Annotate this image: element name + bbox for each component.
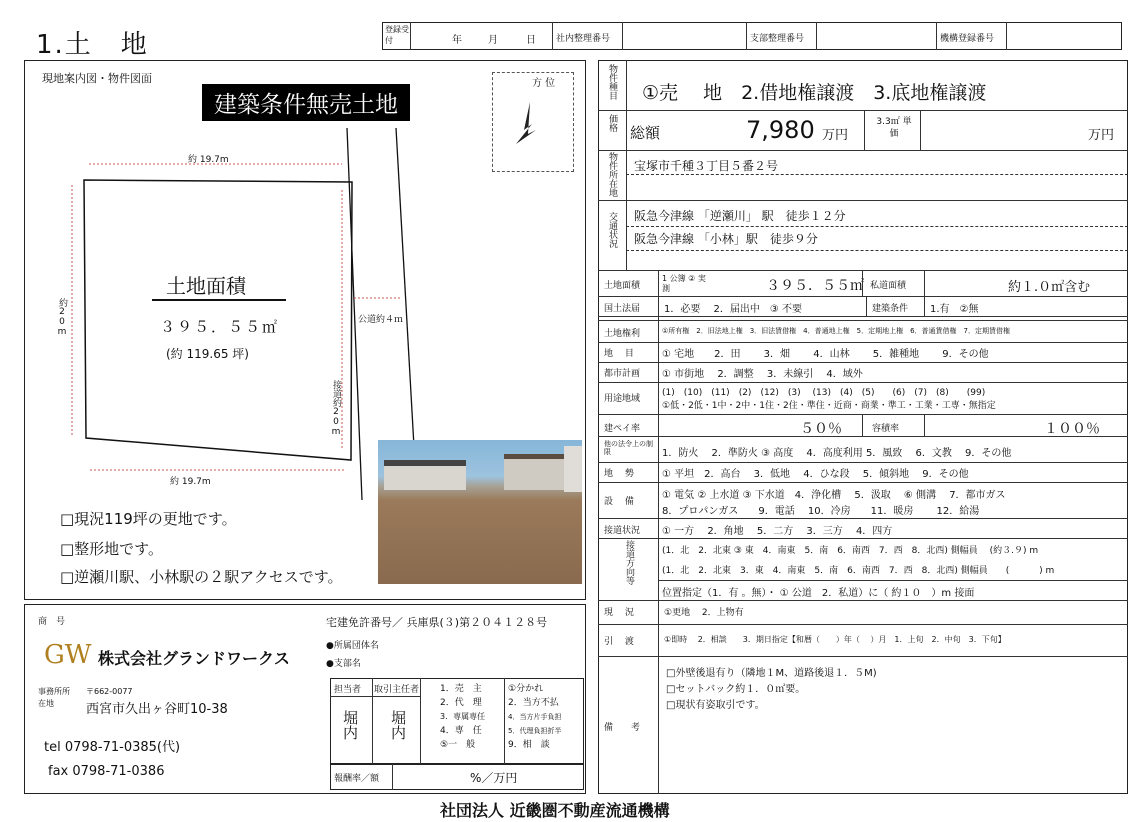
mode-1: 1．売 主 <box>440 684 482 694</box>
mode-5: ⑤一 般 <box>440 740 476 750</box>
mode-4: 4．専 任 <box>440 726 482 736</box>
private-road-label: 私道面積 <box>870 281 907 291</box>
other-law-label: 他の法令上の制限 <box>604 440 653 456</box>
bottom-width-label: 約 19.7m <box>170 477 211 487</box>
company-logo: GW <box>44 640 92 670</box>
banner-label: 建築条件無売土地 <box>202 84 410 121</box>
remark-3: □現状有姿取引です。 <box>666 700 765 711</box>
zoning-label: 用途地域 <box>604 394 641 404</box>
far-label: 容積率 <box>872 424 900 434</box>
road-status-label: 接道状況 <box>604 526 641 536</box>
fee-3: 4．当方片手負担 <box>508 713 562 721</box>
fax: fax 0798-71-0386 <box>48 764 165 779</box>
unit-price-unit: 万円 <box>1088 128 1115 143</box>
build-cond-value: 1.有 ②無 <box>930 304 979 315</box>
mode-2: 2．代 理 <box>440 698 482 708</box>
zoning-row-1: (1) (10) (11) (2) (12) (3) (13) (4) (5) (6) (7) (8) (99) <box>662 388 986 398</box>
bcr-label: 建ペイ率 <box>604 424 641 434</box>
transport-2: 阪急今津線 「小林」駅 徒歩９分 <box>634 232 818 246</box>
address: 西宮市久出ヶ谷町10-38 <box>86 702 228 717</box>
terrain-value: ① 平坦 2．高台 3．低地 4．ひな段 5．傾斜地 9．その他 <box>662 469 969 480</box>
far-value: １００％ <box>1044 421 1100 437</box>
city-plan-label: 都市計画 <box>604 369 641 379</box>
location-value: 宝塚市千種３丁目５番２号 <box>634 159 779 173</box>
zoning-row-2: ①低・2低・1中・2中・1住・2住・準住・近商・商業・準工・工業・工専・無指定 <box>662 401 996 411</box>
person-label: 担当者 <box>334 685 362 695</box>
land-right-label: 土地権利 <box>604 329 641 339</box>
area-value: ３９５．５５㎡ <box>160 318 280 336</box>
handover-label: 引 渡 <box>604 637 634 647</box>
footer-org: 社団法人 近畿圏不動産流通機構 <box>440 801 670 820</box>
note-3: □逆瀬川駅、小林駅の２駅アクセスです。 <box>60 568 343 586</box>
page-title: 1.土 地 <box>36 30 149 60</box>
other-law-value: 1．防火 2．準防火 ③ 高度 4．高度利用 5．風致 6．文教 9．その他 <box>662 448 1012 459</box>
office-label: 事務所所在地 <box>38 687 70 708</box>
reward-value: %／万円 <box>470 771 518 785</box>
branch-label: ●支部名 <box>326 659 361 669</box>
reward-label: 報酬率／額 <box>334 774 380 784</box>
land-area-label: 土地面積 <box>604 281 641 291</box>
transport-label: 交通状況 <box>607 212 617 248</box>
private-road-value: 約１.０㎡含む <box>1008 280 1091 295</box>
org-no-label: 機構登録番号 <box>940 34 995 44</box>
handover-value: ①即時 2．相談 3．期日指定【和暦（ ）年（ ）月 1．上旬 2．中旬 3．下旬】 <box>664 635 1006 644</box>
company-name: 株式会社グランドワークス <box>98 649 290 668</box>
remarks-label: 備 考 <box>604 723 641 733</box>
land-area-value: ３９５．５５㎡ <box>766 278 864 294</box>
month-label: 月 <box>488 35 498 46</box>
build-cond-label: 建築条件 <box>872 304 909 314</box>
handler-label: 取引主任者 <box>374 685 420 695</box>
license-number: 宅建免許番号／ 兵庫県(３)第２０４１２８号 <box>326 616 548 629</box>
chimoku-value: ① 宅地 2．田 3．畑 4．山林 5．雑種地 9．その他 <box>662 349 989 360</box>
association-label: ●所属団体名 <box>326 641 379 651</box>
type-value: ①売 地 2.借地権譲渡 3.底地権譲渡 <box>642 82 987 104</box>
type-label: 物件種目 <box>607 64 617 100</box>
fee-5: 9．相 談 <box>508 740 550 750</box>
bcr-value: ５０％ <box>800 421 842 437</box>
fee-2: 2．当方不払 <box>508 698 559 708</box>
price-value: 7,980 <box>746 116 815 144</box>
kokudo-label: 国土法届 <box>604 304 641 314</box>
note-2: □整形地です。 <box>60 540 163 558</box>
area-tsubo: (約 119.65 坪) <box>166 347 249 361</box>
fee-4: 5．代理負担折半 <box>508 727 562 735</box>
note-1: □現況119坪の更地です。 <box>60 510 237 528</box>
year-label: 年 <box>452 35 462 46</box>
mode-3: 3．専属専任 <box>440 712 486 721</box>
fee-1: ①分かれ <box>508 684 544 694</box>
price-unit: 万円 <box>822 128 849 143</box>
road-dir-row-2: (1．北 2．北東 3．東 4．南東 5．南 6．南西 7．西 8．北西) 側幅員 ( ) m <box>662 566 1055 576</box>
area-title: 土地面積 <box>166 274 246 298</box>
land-right-value: ①所有権 2．旧法地上権 3．旧法賃借権 4．普通地上権 5．定期地上権 6．普通賃借権 7．定期賃借権 <box>662 327 1010 335</box>
map-label: 現地案内図・物件図面 <box>42 72 152 85</box>
road-dir-row-3: 位置指定（1．有 。無）・ ① 公道 2．私道）に（ 約１０ ）m 接面 <box>662 588 975 599</box>
top-width-label: 約 19.7m <box>188 155 229 165</box>
company-no-label: 社内整理番号 <box>556 34 611 44</box>
road-status-value: ① 一方 2．角地 5．二方 3．三方 4．四方 <box>662 526 893 537</box>
zip-code: 〒662-0077 <box>86 687 133 696</box>
location-label: 物件所在地 <box>607 152 617 197</box>
person-name: 堀内 <box>341 710 359 740</box>
site-photo <box>378 440 582 584</box>
current-value: ①更地 2．上物有 <box>664 608 744 618</box>
chimoku-label: 地 目 <box>604 349 634 359</box>
current-label: 現 況 <box>604 608 634 618</box>
trade-name-label: 商 号 <box>38 617 66 627</box>
remark-2: □セットバック約１．０㎡要。 <box>666 684 806 695</box>
land-area-kind: 1 公簿 ② 実測 <box>662 274 706 293</box>
right-depth-label: 接道約20m <box>331 380 341 437</box>
road-width-label: 公道約４ｍ <box>358 315 404 325</box>
terrain-label: 地 勢 <box>604 469 634 479</box>
transport-1: 阪急今津線 「逆瀬川」 駅 徒歩１２分 <box>634 209 846 223</box>
reception-label: 登録受付 <box>385 25 409 45</box>
handler-name: 堀内 <box>389 710 407 740</box>
day-label: 日 <box>526 35 536 46</box>
road-dir-label: 接道方向等 <box>624 540 634 585</box>
unit-price-label: 3.3㎡ 単 価 <box>876 117 912 139</box>
kokudo-value: 1．必要 2．届出中 ③ 不要 <box>664 304 803 315</box>
left-depth-label: 約20m <box>57 298 67 337</box>
city-plan-value: ① 市街地 2．調整 3．未線引 4．域外 <box>662 369 863 380</box>
equip-label: 設 備 <box>604 497 634 507</box>
equip-row-1: ① 電気 ② 上水道 ③ 下水道 4．浄化槽 5．汲取 ⑥ 側溝 7．都市ガス <box>662 490 1006 501</box>
road-dir-row-1: (1．北 2．北東 ③ 東 4．南東 5．南 6．南西 7．西 8．北西) 側幅員 (約３.９) m <box>662 546 1039 556</box>
equip-row-2: 8．プロパンガス 9．電話 10．冷房 11．暖房 12．給湯 <box>662 506 980 517</box>
branch-no-label: 支部整理番号 <box>750 34 805 44</box>
remark-1: □外壁後退有り（隣地１M、道路後退１．５M) <box>666 668 877 679</box>
price-label: 価格 <box>607 114 617 132</box>
compass-label: 方 位 <box>532 78 556 89</box>
total-label: 総額 <box>630 124 661 142</box>
phone: tel 0798-71-0385(代) <box>44 740 181 755</box>
